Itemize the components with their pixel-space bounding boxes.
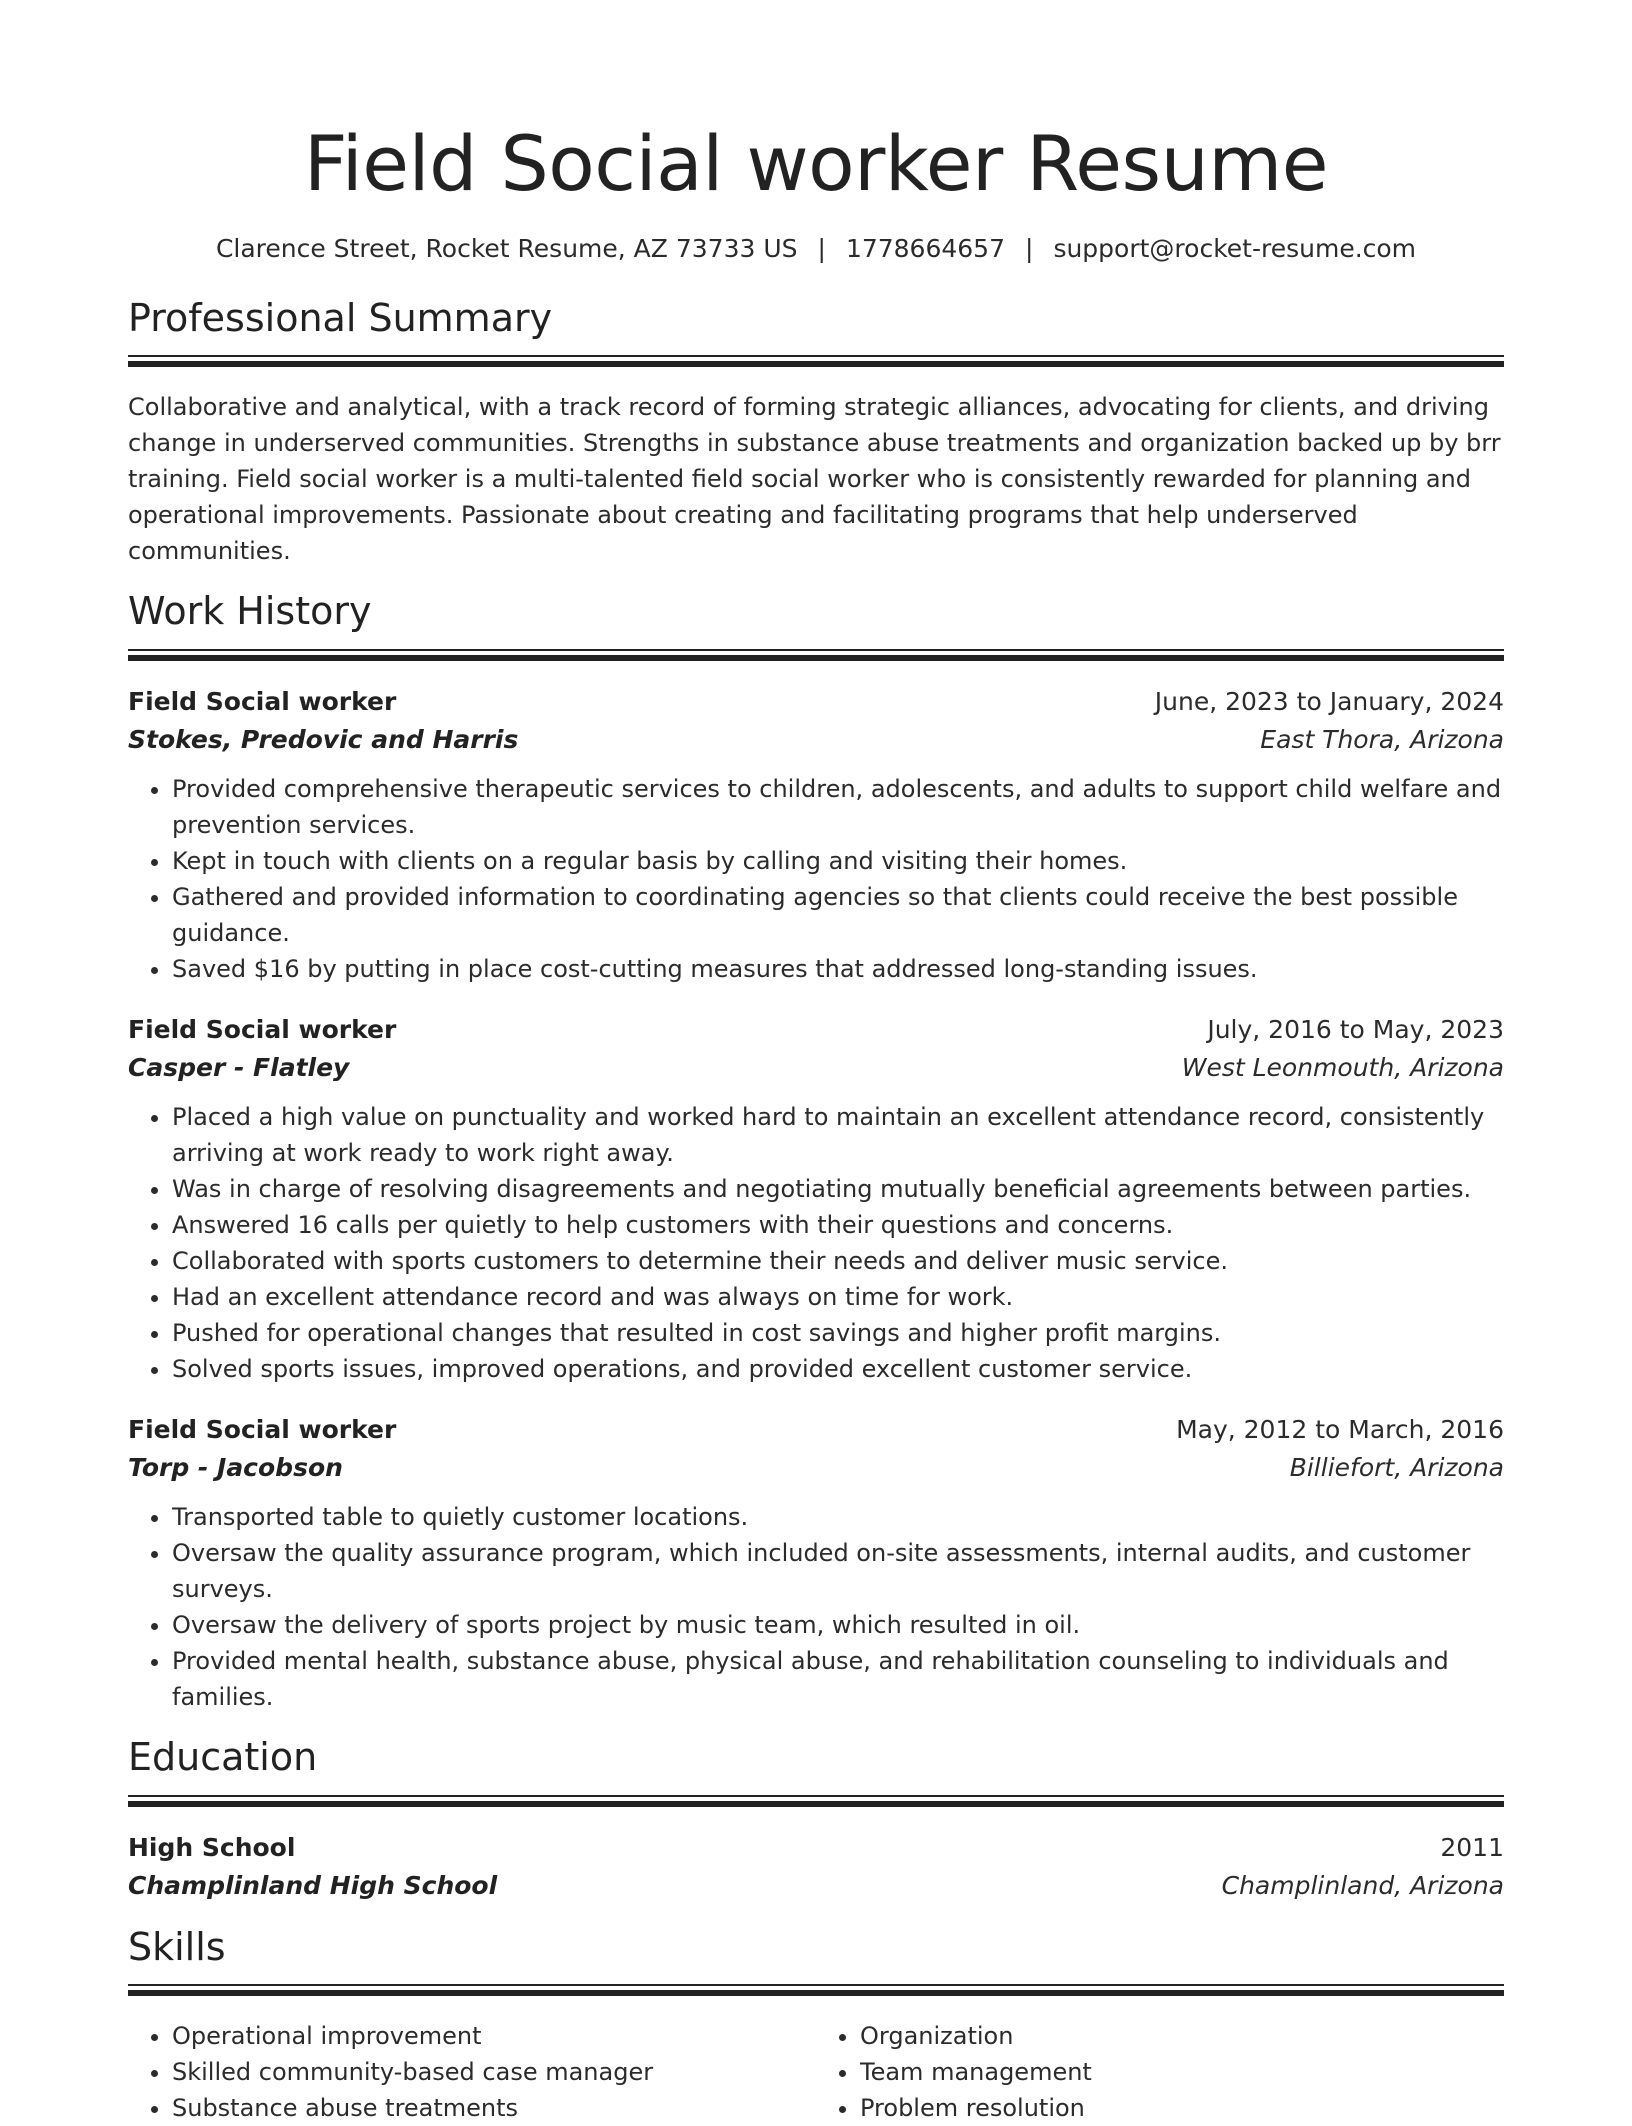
list-item: • Provided mental health, substance abuse, physical abuse, and rehabilitation counseling to individuals and families.: [172, 1643, 1504, 1715]
contact-address: Clarence Street, Rocket Resume, AZ 73733 US: [215, 234, 798, 264]
education-year: 2011: [1440, 1832, 1504, 1862]
section-divider: [128, 1984, 1504, 1996]
job-subheader: [128, 1449, 1504, 1487]
job-bullets: [128, 1499, 1504, 1715]
job-subheader: [128, 721, 1504, 759]
skill-item: • Skilled community-based case manager: [172, 2054, 816, 2090]
job-title: Field Social worker: [128, 687, 397, 717]
resume-title: Field Social worker Resume: [303, 119, 1329, 208]
job-header: [128, 683, 1504, 721]
job-header: [128, 1411, 1504, 1449]
list-item: • Had an excellent attendance record and was always on time for work.: [172, 1279, 1504, 1315]
contact-line: [128, 233, 1504, 266]
education-header: [128, 1829, 1504, 1867]
list-item: • Solved sports issues, improved operations, and provided excellent customer service.: [172, 1351, 1504, 1387]
job-company: Stokes, Predovic and Harris: [128, 725, 519, 755]
skills-columns: [128, 2018, 1504, 2126]
contact-phone: 1778664657: [845, 234, 1005, 264]
education-section: [128, 1735, 1504, 1905]
job-header: [128, 1011, 1504, 1049]
summary-section: [128, 296, 1504, 570]
job-dates: June, 2023 to January, 2024: [1154, 687, 1504, 717]
skill-item: • Operational improvement: [172, 2018, 816, 2054]
work-history-heading: Work History: [128, 589, 372, 634]
list-item: • Provided comprehensive therapeutic services to children, adolescents, and adults to support child welfare and prevention services.: [172, 771, 1504, 843]
section-divider: [128, 355, 1504, 367]
job-dates: May, 2012 to March, 2016: [1176, 1415, 1504, 1445]
skills-list-right: [816, 2018, 1504, 2126]
job-title: Field Social worker: [128, 1015, 397, 1045]
job-company: Torp - Jacobson: [128, 1453, 343, 1483]
list-item: • Oversaw the quality assurance program, which included on-site assessments, internal audits, and customer surveys.: [172, 1535, 1504, 1607]
job-dates: July, 2016 to May, 2023: [1207, 1015, 1504, 1045]
skills-section: [128, 1925, 1504, 2126]
job-bullets: [128, 771, 1504, 987]
job-entry: [128, 683, 1504, 987]
list-item: • Oversaw the delivery of sports project by music team, which resulted in oil.: [172, 1607, 1504, 1643]
job-location: Billiefort, Arizona: [1289, 1453, 1504, 1483]
job-bullets: [128, 1099, 1504, 1387]
job-entry: [128, 1011, 1504, 1387]
job-subheader: [128, 1049, 1504, 1087]
section-divider: [128, 649, 1504, 661]
education-degree: High School: [128, 1832, 296, 1862]
summary-text: Collaborative and analytical, with a track record of forming strategic alliances, advocating for clients, and driving change in underserved communities. Strengths in substance abuse treatments and organization backed up by brr training. Field social worker is a multi-talented field social worker who is consistently rewarded for planning and operational improvements. Passionate about creating and facilitating programs that help underserved communities.: [128, 393, 1501, 566]
skills-list-left: [128, 2018, 816, 2126]
education-heading: Education: [128, 1735, 318, 1780]
list-item: • Saved $16 by putting in place cost-cutting measures that addressed long-standing issues.: [172, 951, 1504, 987]
job-company: Casper - Flatley: [128, 1053, 350, 1083]
list-item: • Was in charge of resolving disagreements and negotiating mutually beneficial agreements between parties.: [172, 1171, 1504, 1207]
skill-item: • Organization: [860, 2018, 1504, 2054]
section-divider: [128, 1795, 1504, 1807]
list-item: • Pushed for operational changes that resulted in cost savings and higher profit margins.: [172, 1315, 1504, 1351]
job-entry: [128, 1411, 1504, 1715]
summary-heading: Professional Summary: [128, 295, 553, 340]
education-location: Champlinland, Arizona: [1221, 1870, 1504, 1900]
list-item: • Collaborated with sports customers to determine their needs and deliver music service.: [172, 1243, 1504, 1279]
contact-separator: |: [817, 234, 826, 264]
education-subheader: [128, 1867, 1504, 1905]
job-location: West Leonmouth, Arizona: [1181, 1053, 1504, 1083]
job-title: Field Social worker: [128, 1415, 397, 1445]
list-item: • Answered 16 calls per quietly to help customers with their questions and concerns.: [172, 1207, 1504, 1243]
work-history-section: [128, 589, 1504, 1715]
skills-heading: Skills: [128, 1924, 226, 1969]
skill-item: • Substance abuse treatments: [172, 2090, 816, 2126]
contact-separator: |: [1025, 234, 1034, 264]
skill-item: • Problem resolution: [860, 2090, 1504, 2126]
list-item: • Gathered and provided information to coordinating agencies so that clients could receive the best possible guidance.: [172, 879, 1504, 951]
skill-item: • Team management: [860, 2054, 1504, 2090]
contact-email: support@rocket-resume.com: [1053, 234, 1417, 264]
list-item: • Transported table to quietly customer locations.: [172, 1499, 1504, 1535]
list-item: • Placed a high value on punctuality and worked hard to maintain an excellent attendance record, consistently arriving at work ready to work right away.: [172, 1099, 1504, 1171]
education-school: Champlinland High School: [128, 1870, 498, 1900]
job-location: East Thora, Arizona: [1260, 725, 1504, 755]
list-item: • Kept in touch with clients on a regular basis by calling and visiting their homes.: [172, 843, 1504, 879]
